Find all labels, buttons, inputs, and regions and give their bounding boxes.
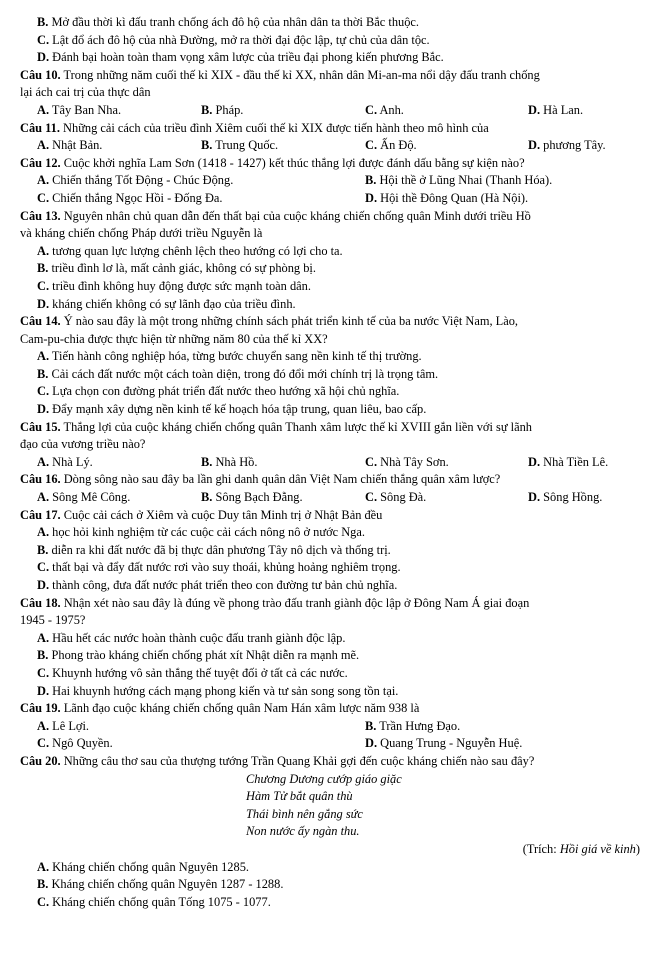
option-c: C. Ngô Quyền. bbox=[37, 736, 113, 751]
option-c: C. Nhà Tây Sơn. bbox=[365, 454, 449, 469]
option-b: B. Nhà Hồ. bbox=[201, 454, 258, 469]
option-a: A. Nhật Bản. bbox=[37, 138, 103, 153]
option-c: C. triều đình không huy động được sức mạnh toàn dân. bbox=[37, 278, 311, 293]
question-10-stem-cont: lại ách cai trị của thực dân bbox=[20, 85, 151, 100]
question-12-options-row1 bbox=[20, 172, 644, 190]
question-17-stem: Câu 17. Cuộc cải cách ở Xiêm và cuộc Duy tân Minh trị ở Nhật Bản đều bbox=[20, 507, 383, 522]
option-b: B. Kháng chiến chống quân Nguyên 1287 - 1288. bbox=[37, 877, 284, 892]
option-c: C. thất bại và đẩy đất nước rơi vào suy thoái, khủng hoảng nghiêm trọng. bbox=[37, 560, 401, 575]
option-a: A. Tây Ban Nha. bbox=[37, 102, 122, 117]
option-d: D. kháng chiến không có sự lãnh đạo của triều đình. bbox=[37, 296, 296, 311]
poem-source: (Trích: Hồi giá về kinh) bbox=[522, 841, 640, 856]
option-a: A. Nhà Lý. bbox=[37, 454, 93, 469]
option-c: C. Lật đổ ách đô hộ của nhà Đường, mở ra thời đại độc lập, tự chủ của dân tộc. bbox=[37, 32, 430, 47]
option-c: C. Lựa chọn con đường phát triển đất nước theo hướng xã hội chủ nghĩa. bbox=[37, 384, 400, 399]
question-10-options bbox=[20, 102, 644, 120]
option-c: C. Khuynh hướng vô sản thắng thế tuyệt đối ở tất cả các nước. bbox=[37, 665, 348, 680]
option-b: B. Hội thề ở Lũng Nhai (Thanh Hóa). bbox=[365, 173, 553, 188]
option-b: B. Sông Bạch Đằng. bbox=[201, 490, 303, 505]
option-a: A. Sông Mê Công. bbox=[37, 490, 131, 505]
option-a: A. học hỏi kinh nghiệm từ các cuộc cải cách nông nô ở nước Nga. bbox=[37, 525, 365, 540]
question-11-options bbox=[20, 137, 644, 155]
question-18-stem: Câu 18. Nhận xét nào sau đây là đúng về phong trào đấu tranh giành độc lập ở Đông Nam Á giai đoạn bbox=[20, 595, 530, 610]
question-15-stem-cont: đạo của vương triều nào? bbox=[20, 437, 146, 452]
option-b: B. Pháp. bbox=[201, 102, 244, 117]
option-a: A. Tiến hành công nghiệp hóa, từng bước chuyển sang nền kinh tế thị trường. bbox=[37, 349, 422, 364]
poem-line: Chương Dương cướp giáo giặc bbox=[246, 771, 402, 786]
option-c: C. Sông Đà. bbox=[365, 490, 427, 505]
question-20-stem: Câu 20. Những câu thơ sau của thượng tướng Trần Quang Khải gợi đến cuộc kháng chiến nào sau đây? bbox=[20, 753, 535, 768]
poem-line: Hàm Tử bắt quân thù bbox=[246, 789, 353, 804]
option-b: B. Trung Quốc. bbox=[201, 138, 279, 153]
question-12-options-row2 bbox=[20, 190, 644, 208]
option-d: D. Hội thề Đông Quan (Hà Nội). bbox=[365, 190, 529, 205]
question-10-stem: Câu 10. Trong những năm cuối thế kỉ XIX - đầu thế kỉ XX, nhân dân Mi-an-ma nổi dậy đấu tranh chống bbox=[20, 67, 540, 82]
option-b: B. Cải cách đất nước một cách toàn diện, trong đó đổi mới chính trị là trọng tâm. bbox=[37, 366, 439, 381]
option-b: B. Mở đầu thời kì đấu tranh chống ách đô hộ của nhân dân ta thời Bắc thuộc. bbox=[37, 15, 420, 29]
option-b: B. Trần Hưng Đạo. bbox=[365, 718, 461, 733]
question-19-options-row2 bbox=[20, 735, 644, 753]
question-19-options-row1 bbox=[20, 718, 644, 736]
option-a: A. Chiến thắng Tốt Động - Chúc Động. bbox=[37, 173, 234, 188]
option-d: D. Hai khuynh hướng cách mạng phong kiến và tư sản song song tồn tại. bbox=[37, 683, 399, 698]
question-13-stem: Câu 13. Nguyên nhân chủ quan dẫn đến thất bại của cuộc kháng chiến chống quân Minh dưới triều Hồ bbox=[20, 208, 531, 223]
option-d: D. Quang Trung - Nguyễn Huệ. bbox=[365, 736, 523, 751]
option-b: B. Phong trào kháng chiến chống phát xít Nhật diễn ra mạnh mẽ. bbox=[37, 648, 360, 663]
question-16-stem: Câu 16. Dòng sông nào sau đây ba lần ghi danh quân dân Việt Nam chiến thắng quân xâm lược? bbox=[20, 472, 501, 487]
question-15-stem: Câu 15. Thắng lợi của cuộc kháng chiến chống quân Thanh xâm lược thế kỉ XVIII gắn liền với sự lãnh bbox=[20, 419, 532, 434]
option-a: A. Hầu hết các nước hoàn thành cuộc đấu tranh giành độc lập. bbox=[37, 630, 346, 645]
option-c: C. Ấn Độ. bbox=[365, 138, 417, 153]
question-16-options bbox=[20, 489, 644, 507]
option-b: B. triều đình lơ là, mất cảnh giác, không có sự phòng bị. bbox=[37, 261, 316, 276]
option-d: D. Sông Hồng. bbox=[528, 490, 603, 505]
option-d: D. Hà Lan. bbox=[528, 102, 584, 117]
question-15-options bbox=[20, 454, 644, 472]
option-a: A. Lê Lợi. bbox=[37, 718, 89, 733]
question-18-stem-cont: 1945 - 1975? bbox=[20, 613, 86, 628]
option-c: C. Anh. bbox=[365, 102, 404, 117]
poem-line: Thái bình nên gắng sức bbox=[246, 806, 363, 821]
question-14-stem: Câu 14. Ý nào sau đây là một trong những chính sách phát triển kinh tế của ba nước Việt Nam, Lào, bbox=[20, 314, 519, 329]
option-a: A. Kháng chiến chống quân Nguyên 1285. bbox=[37, 859, 249, 874]
option-d: D. Đẩy mạnh xây dựng nền kinh tế kế hoạch hóa tập trung, quan liêu, bao cấp. bbox=[37, 402, 427, 417]
option-c: C. Chiến thắng Ngọc Hồi - Đống Đa. bbox=[37, 190, 223, 205]
option-d: D. thành công, đưa đất nước phát triển theo con đường tư bản chủ nghĩa. bbox=[37, 578, 398, 592]
option-a: A. tương quan lực lượng chênh lệch theo hướng có lợi cho ta. bbox=[37, 243, 343, 258]
option-c: C. Kháng chiến chống quân Tống 1075 - 1077. bbox=[37, 894, 271, 909]
question-13-stem-cont: và kháng chiến chống Pháp dưới triều Nguyễn là bbox=[20, 226, 263, 241]
option-d: D. Nhà Tiền Lê. bbox=[528, 454, 609, 469]
poem-line: Non nước ấy ngàn thu. bbox=[246, 824, 360, 839]
question-14-stem-cont: Cam-pu-chia được thực hiện từ những năm 80 của thế kỉ XX? bbox=[20, 331, 328, 346]
question-12-stem: Câu 12. Cuộc khởi nghĩa Lam Sơn (1418 - 1427) kết thúc thắng lợi được đánh dấu bằng sự kiện nào? bbox=[20, 155, 525, 170]
option-b: B. diễn ra khi đất nước đã bị thực dân phương Tây nô dịch và thống trị. bbox=[37, 542, 391, 557]
option-d: D. phương Tây. bbox=[528, 138, 606, 153]
question-19-stem: Câu 19. Lãnh đạo cuộc kháng chiến chống quân Nam Hán xâm lược năm 938 là bbox=[20, 701, 420, 716]
question-11-stem: Câu 11. Những cải cách của triều đình Xiêm cuối thế kỉ XIX được tiến hành theo mô hình của bbox=[20, 120, 489, 135]
option-d: D. Đánh bại hoàn toàn tham vọng xâm lược của triều đại phong kiến phương Bắc. bbox=[37, 50, 444, 65]
